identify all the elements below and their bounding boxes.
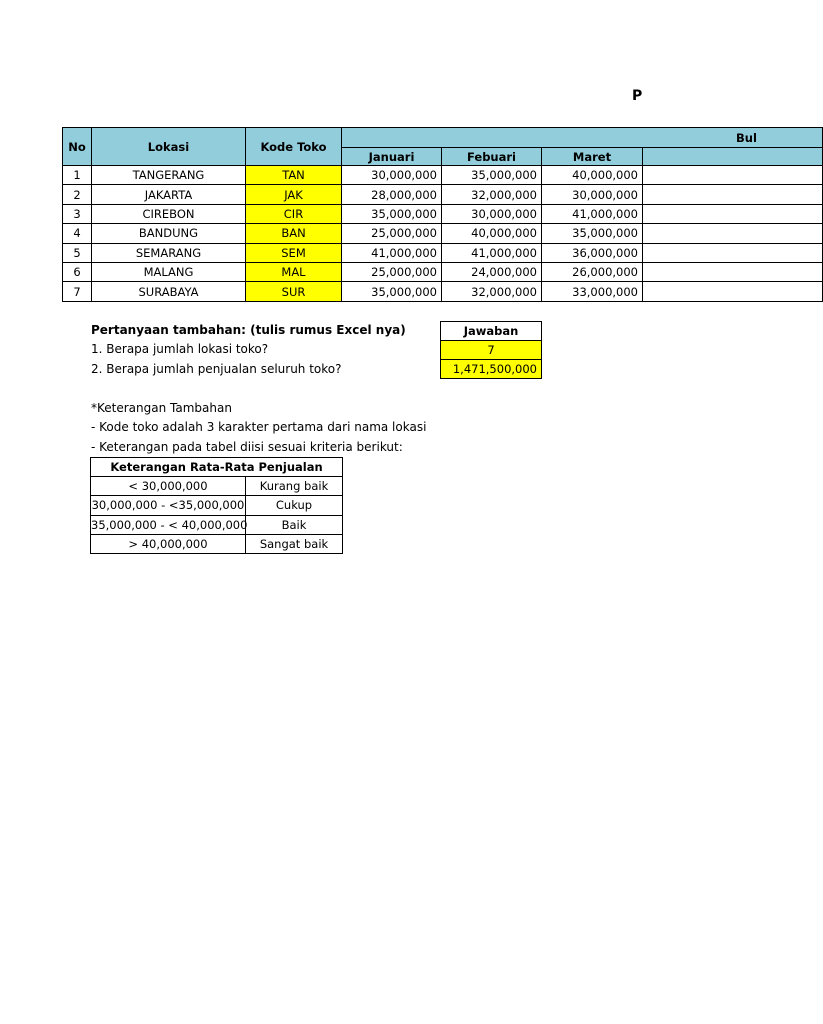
row-januari: 25,000,000 [342, 224, 442, 243]
row-lokasi: JAKARTA [92, 185, 246, 204]
criteria-row [91, 534, 343, 553]
row-kode-toko: SEM [246, 243, 342, 262]
row-lokasi: CIREBON [92, 204, 246, 223]
row-no: 3 [63, 204, 92, 223]
row-lokasi: TANGERANG [92, 166, 246, 185]
row-overflow [643, 185, 823, 204]
header-kode-toko: Kode Toko [246, 128, 342, 166]
row-no: 6 [63, 262, 92, 281]
row-no: 5 [63, 243, 92, 262]
question-2: 2. Berapa jumlah penjualan seluruh toko? [91, 361, 342, 376]
row-overflow [643, 262, 823, 281]
header-month-januari: Januari [342, 148, 442, 166]
criteria-table [90, 457, 343, 554]
row-febuari: 41,000,000 [442, 243, 542, 262]
row-febuari: 40,000,000 [442, 224, 542, 243]
sales-table [62, 127, 823, 302]
row-maret: 30,000,000 [542, 185, 643, 204]
questions-block [91, 321, 406, 379]
row-januari: 30,000,000 [342, 166, 442, 185]
sales-table-viewport [62, 127, 757, 303]
notes-line-1: - Kode toko adalah 3 karakter pertama dari nama lokasi [91, 420, 427, 435]
row-no: 1 [63, 166, 92, 185]
criteria-range: < 30,000,000 [91, 477, 246, 496]
criteria-header: Keterangan Rata-Rata Penjualan [91, 458, 343, 477]
criteria-label: Sangat baik [246, 534, 343, 553]
row-kode-toko: BAN [246, 224, 342, 243]
row-januari: 35,000,000 [342, 282, 442, 301]
answer-2: 1,471,500,000 [441, 360, 542, 379]
row-febuari: 24,000,000 [442, 262, 542, 281]
criteria-range: 30,000,000 - <35,000,000 [91, 496, 246, 515]
criteria-range: 35,000,000 - < 40,000,000 [91, 515, 246, 534]
row-febuari: 32,000,000 [442, 185, 542, 204]
row-no: 4 [63, 224, 92, 243]
criteria-row [91, 477, 343, 496]
row-no: 7 [63, 282, 92, 301]
row-maret: 41,000,000 [542, 204, 643, 223]
row-maret: 26,000,000 [542, 262, 643, 281]
questions-heading: Pertanyaan tambahan: (tulis rumus Excel nya) [91, 323, 406, 337]
row-febuari: 32,000,000 [442, 282, 542, 301]
table-row [63, 243, 823, 262]
header-lokasi: Lokasi [92, 128, 246, 166]
row-januari: 41,000,000 [342, 243, 442, 262]
criteria-label: Kurang baik [246, 477, 343, 496]
table-row [63, 166, 823, 185]
notes-line-2: - Keterangan pada tabel diisi sesuai kriteria berikut: [91, 439, 403, 454]
criteria-label: Baik [246, 515, 343, 534]
row-febuari: 35,000,000 [442, 166, 542, 185]
table-row [63, 204, 823, 223]
header-bulan-label: Bul [736, 130, 757, 145]
row-kode-toko: JAK [246, 185, 342, 204]
row-kode-toko: SUR [246, 282, 342, 301]
criteria-range: > 40,000,000 [91, 534, 246, 553]
answer-table [440, 321, 542, 379]
row-overflow [643, 204, 823, 223]
criteria-label: Cukup [246, 496, 343, 515]
table-row [63, 282, 823, 301]
row-febuari: 30,000,000 [442, 204, 542, 223]
row-lokasi: SURABAYA [92, 282, 246, 301]
notes-block [91, 399, 426, 457]
criteria-row [91, 496, 343, 515]
row-overflow [643, 224, 823, 243]
row-lokasi: SEMARANG [92, 243, 246, 262]
row-januari: 35,000,000 [342, 204, 442, 223]
row-kode-toko: TAN [246, 166, 342, 185]
header-no: No [63, 128, 92, 166]
header-month-febuari: Febuari [442, 148, 542, 166]
row-overflow [643, 166, 823, 185]
table-row [63, 262, 823, 281]
row-kode-toko: CIR [246, 204, 342, 223]
row-no: 2 [63, 185, 92, 204]
row-kode-toko: MAL [246, 262, 342, 281]
row-overflow [643, 243, 823, 262]
row-overflow [643, 282, 823, 301]
row-lokasi: MALANG [92, 262, 246, 281]
table-row [63, 224, 823, 243]
answer-header: Jawaban [441, 322, 542, 341]
row-maret: 35,000,000 [542, 224, 643, 243]
row-maret: 33,000,000 [542, 282, 643, 301]
page-title: P [632, 88, 643, 104]
row-januari: 25,000,000 [342, 262, 442, 281]
notes-title: *Keterangan Tambahan [91, 401, 232, 415]
criteria-row [91, 515, 343, 534]
row-maret: 36,000,000 [542, 243, 643, 262]
answer-1: 7 [441, 341, 542, 360]
header-bulan-group [342, 128, 823, 148]
row-januari: 28,000,000 [342, 185, 442, 204]
question-1: 1. Berapa jumlah lokasi toko? [91, 342, 269, 357]
row-lokasi: BANDUNG [92, 224, 246, 243]
header-month-maret: Maret [542, 148, 643, 166]
row-maret: 40,000,000 [542, 166, 643, 185]
header-month-overflow [643, 148, 823, 166]
table-row [63, 185, 823, 204]
